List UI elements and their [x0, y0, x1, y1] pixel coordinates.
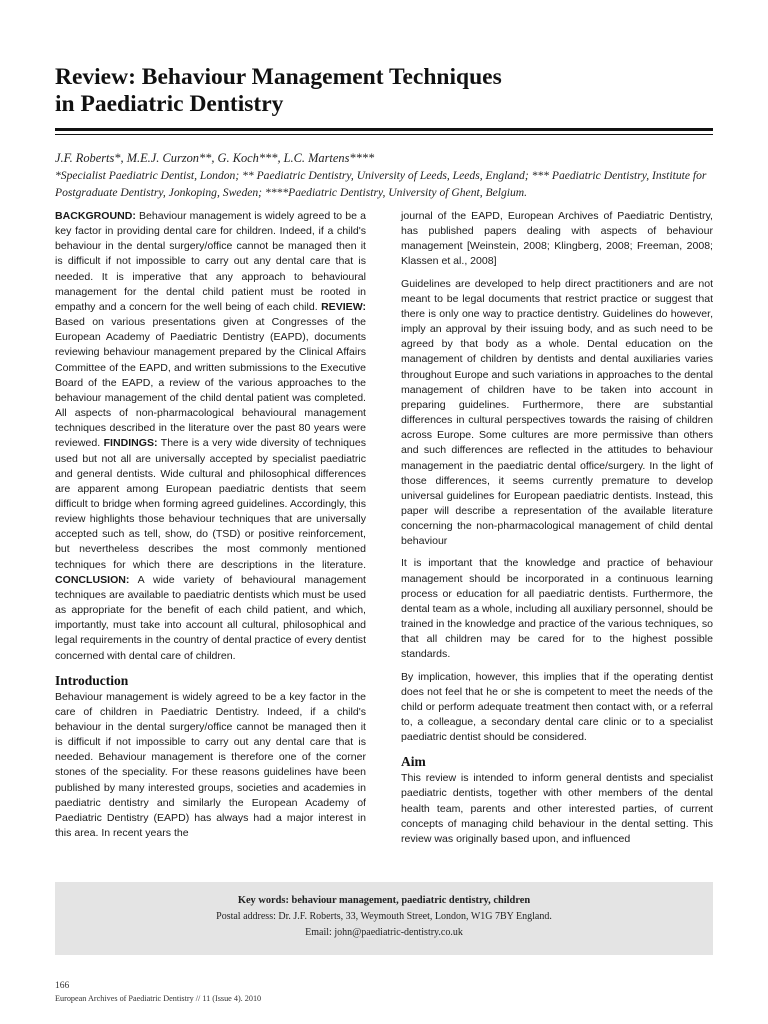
- body-paragraph-4: By implication, however, this implies that if the operating dentist does not feel that he or she is competent to meet the needs of the child or perform adequate treatment then contact with, or a referral to, a colleague, a secondary dental care clinic or to a specialist paediatric dentist should be considered.: [401, 670, 713, 744]
- abstract-conclusion-text: A wide variety of behavioural management techniques are available to paediatric dentists which must be used as appropriate for the benefit of each child patient, and which, importantly, must take into account all cultural, philosophical and legal requirements in the country of dental practice of every dentist concerned with dental care of children.: [55, 573, 366, 662]
- title-line-1: Review: Behaviour Management Techniques: [55, 64, 502, 90]
- abstract-background-label: BACKGROUND:: [55, 210, 136, 222]
- body-paragraph-1: journal of the EAPD, European Archives of Paediatric Dentistry, has published papers dealing with aspects of behaviour management [Weinstein, 2008; Klingberg, 2008; Freeman, 2008; Klassen et al., 2008]: [401, 210, 713, 268]
- introduction-paragraph: Behaviour management is widely agreed to be a key factor in the care of children in Paediatric Dentistry. Indeed, if a child's behaviour in the dental surgery/office cannot be managed then it is difficult if not impossible to carry out any dental care that is needed. Behaviour management is therefore one of the corner stones of the speciality. For these reasons guidelines have been published by many interested groups, societies and academies in paediatric dentistry and similarly the European Academy of Paediatric Dentistry (EAPD) has always had a major interest in this area. In recent years the: [55, 690, 366, 840]
- aim-paragraph: This review is intended to inform general dentists and specialist paediatric dentists, together with other members of the dental health team, parents and other interested parties, of current concepts of managing child behaviour in the dental setting. This review was originally based upon, and influenced: [401, 772, 713, 845]
- title-rule-thick: [55, 128, 713, 131]
- author-affiliations: *Specialist Paediatric Dentist, London; ** Paediatric Dentistry, University of Leeds, Leeds, England; *** Paediatric Dentistry, Institute for Postgraduate Dentistry, Jonkoping, Sweden; ****Paediatric Dentistry, University of Ghent, Belgium.: [55, 169, 707, 199]
- abstract-review-text: Based on various presentations given at Congresses of the European Academy of Paediatric Dentistry (EAPD), documents reviewing behaviour management prepared by the Clinical Affairs Committee of the EAPD, and written submissions to the Executive Board of the EAPD, a review of the various approaches to the behaviour management of the child dental patient was completed. All aspects of non-pharmacological behavioural management techniques described in the literature over the past 80 years were reviewed.: [55, 316, 366, 450]
- body-paragraph-2: Guidelines are developed to help direct practitioners and are not meant to be legal documents that restrict practice or suggest that there is only one way to practice dentistry. Guidelines do however, imply an approval by their issuing body, and as such need to be agreed by that body as a whole. Dental education on the management of children by dentists and dental auxiliaries varies throughout Europe and such variations in approaches to the dental management of children have to be taken into account in preparing guidelines. Furthermore, there are substantial differences in cultural perspectives towards the raising of children across Europe. Some cultures are more permissive than others and such differences are reflected in the attitudes to behaviour management in the paediatric dental office/surgery. In the light of those differences, it seems currently premature to develop universal guidelines for European paediatric dentists. Instead, this paper will describe a representation of the available literature concerning the non-pharmacological management of child dental behaviour: [401, 277, 713, 548]
- abstract-background-text: Behaviour management is widely agreed to be a key factor in providing dental care for children. Indeed, if a child's behaviour in the dental surgery/office cannot be managed then it is difficult if not impossible to carry out any dental care that is needed. It is imperative that any approach to behavioural management for the dental child patient must be rooted in empathy and a concern for the well being of each child.: [55, 210, 366, 313]
- introduction-heading: Introduction: [55, 672, 129, 688]
- abstract-conclusion-label: CONCLUSION:: [55, 573, 130, 586]
- postal-address: Postal address: Dr. J.F. Roberts, 33, Weymouth Street, London, W1G 7BY England.: [216, 911, 552, 922]
- article-title: [55, 64, 715, 118]
- abstract: [55, 209, 366, 664]
- abstract-review-label: REVIEW:: [321, 300, 366, 313]
- author-names: J.F. Roberts*, M.E.J. Curzon**, G. Koch***, L.C. Martens****: [55, 151, 375, 165]
- journal-citation: European Archives of Paediatric Dentistry // 11 (Issue 4). 2010: [55, 994, 262, 1003]
- abstract-findings-text: There is a very wide diversity of techniques used but not all are universally accepted by specialist paediatric and general dentists. Wide cultural and philosophical differences are apparent among European paediatric dentists that seem difficult to bridge when forming agreed guidelines. Accordingly, this review highlights those behaviour techniques that are universally accepted such as tell, show, do (TSD) or positive reinforcement, but nevertheless describes the most commonly mentioned techniques for which there are descriptions in the literature.: [55, 437, 366, 571]
- page-number: 166: [55, 981, 70, 991]
- left-column: [55, 209, 366, 848]
- right-column: [401, 209, 713, 854]
- title-line-2: in Paediatric Dentistry: [55, 91, 284, 117]
- contact-email: Email: john@paediatric-dentistry.co.uk: [305, 927, 463, 938]
- keywords-box: [55, 882, 713, 955]
- abstract-findings-label: FINDINGS:: [103, 437, 158, 450]
- body-paragraph-3: It is important that the knowledge and practice of behaviour management should be incorporated in a continuous learning process or education for all paediatric dentists. Furthermore, the dental team as a whole, including all auxiliary personnel, should be trained in the knowledge and practice of the various techniques, so that all children may be cared for to the highest possible standards.: [401, 557, 713, 661]
- aim-heading: Aim: [401, 754, 426, 770]
- keywords: Key words: behaviour management, paediatric dentistry, children: [237, 895, 531, 906]
- title-rule-thin: [55, 134, 713, 135]
- author-block: [55, 150, 717, 201]
